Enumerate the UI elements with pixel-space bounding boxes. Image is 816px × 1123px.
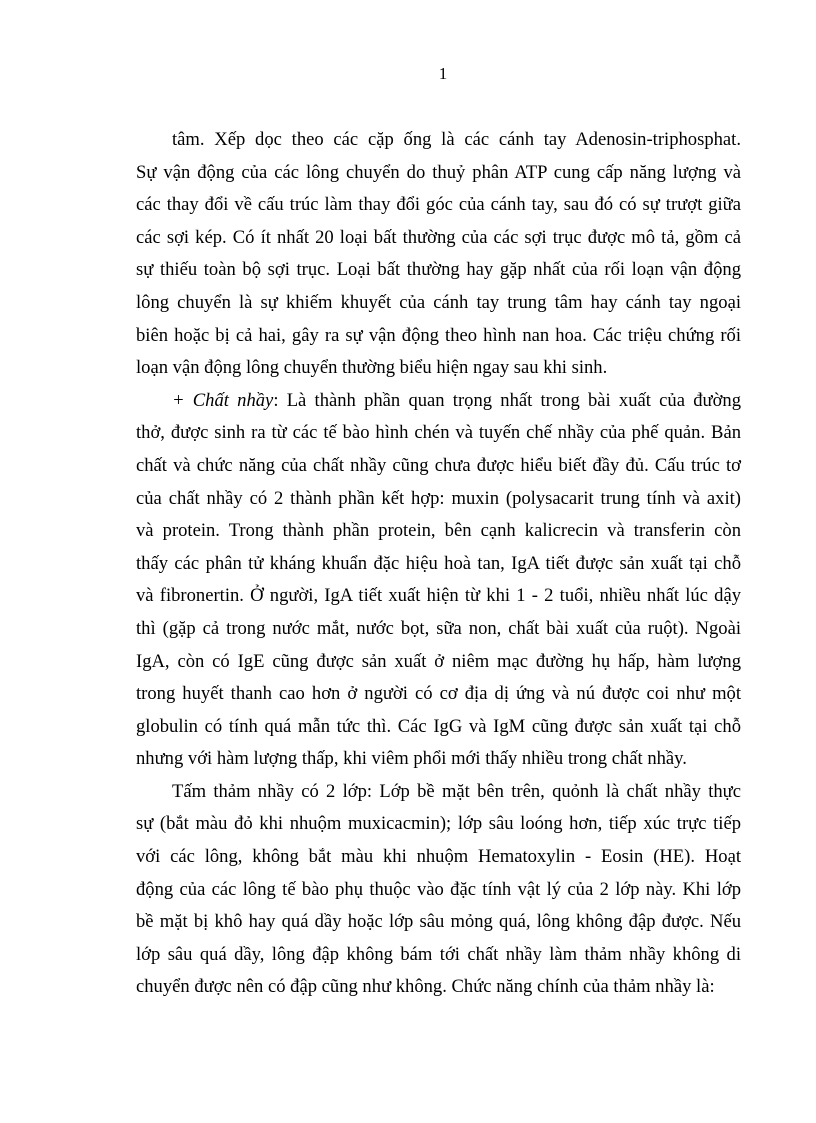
- text-line: và protein. Trong thành phần protein, bên cạnh kalicrecin và transferin còn: [136, 520, 741, 542]
- section-heading-italic: + Chất nhầy: [172, 389, 274, 411]
- paragraph: [136, 385, 741, 776]
- text-line: các thay đổi về cấu trúc làm thay đổi góc của cánh tay, sau đó có sự trượt giữa: [136, 194, 741, 216]
- text-line: trong huyết thanh cao hơn ở người có cơ địa dị ứng và nú được coi như một: [136, 683, 741, 705]
- text-line: sự (bắt màu đỏ khi nhuộm muxicacmin); lớp sâu loóng hơn, tiếp xúc trực tiếp: [136, 813, 741, 835]
- text-line: và fibronertin. Ở người, IgA tiết xuất hiện từ khi 1 - 2 tuổi, nhiều nhất lúc dậy: [136, 585, 741, 607]
- text-line: [136, 385, 741, 418]
- text-line: với các lông, không bắt màu khi nhuộm Hematoxylin - Eosin (HE). Hoạt: [136, 846, 741, 868]
- paragraph: [136, 124, 741, 385]
- paragraph: [136, 776, 741, 1004]
- document-body: [136, 124, 741, 1004]
- text-line: IgA, còn có IgE cũng được sản xuất ở niêm mạc đường hụ hấp, hàm lượng: [136, 650, 741, 672]
- text-line: Sự vận động của các lông chuyển do thuỷ phân ATP cung cấp năng lượng và: [136, 161, 741, 183]
- text-line: chuyển được nên có đập cũng như không. Chức năng chính của thảm nhầy là:: [136, 976, 715, 998]
- text-line: thấy các phân tử kháng khuẩn đặc hiệu hoà tan, IgA tiết được sản xuất tại chỗ: [136, 552, 741, 574]
- text-line: động của các lông tế bào phụ thuộc vào đặc tính vật lý của 2 lớp này. Khi lớp: [136, 878, 741, 900]
- text-line: nhưng với hàm lượng thấp, khi viêm phổi mới thấy nhiều trong chất nhầy.: [136, 748, 687, 770]
- text-line: bề mặt bị khô hay quá dầy hoặc lớp sâu mỏng quá, lông không đập được. Nếu: [136, 911, 741, 933]
- text-line: Tấm thảm nhầy có 2 lớp: Lớp bề mặt bên trên, quỏnh là chất nhầy thực: [172, 780, 741, 802]
- text-line: của chất nhầy có 2 thành phần kết hợp: muxin (polysacarit trung tính và axit): [136, 487, 741, 509]
- text-line: biên hoặc bị cả hai, gây ra sự vận động theo hình nan hoa. Các triệu chứng rối: [136, 324, 741, 346]
- text-line: các sợi kép. Có ít nhất 20 loại bất thường của các sợi trục được mô tả, gồm cả: [136, 226, 741, 248]
- text-line: lông chuyển là sự khiếm khuyết của cánh tay trung tâm hay cánh tay ngoại: [136, 291, 741, 313]
- text-line: globulin có tính quá mẫn tức thì. Các IgG và IgM cũng được sản xuất tại chỗ: [136, 715, 741, 737]
- text-line-rest: : Là thành phần quan trọng nhất trong bài xuất của đường: [273, 389, 741, 411]
- page-number: 1: [438, 64, 448, 83]
- text-line: lớp sâu quá dầy, lông đập không bám tới chất nhầy làm thảm nhầy không di: [136, 943, 741, 965]
- text-line: thì (gặp cả trong nước mắt, nước bọt, sữa non, chất bài xuất của ruột). Ngoài: [136, 617, 741, 639]
- text-line: thở, được sinh ra từ các tế bào hình chén và tuyến chế nhầy của phế quản. Bản: [136, 422, 741, 444]
- text-line: chất và chức năng của chất nhầy cũng chưa được hiểu biết đầy đủ. Cấu trúc tơ: [136, 454, 741, 476]
- text-line: tâm. Xếp dọc theo các cặp ống là các cánh tay Adenosin-triphosphat.: [172, 129, 741, 150]
- text-line: loạn vận động lông chuyển thường biểu hiện ngay sau khi sinh.: [136, 357, 608, 379]
- text-line: sự thiếu toàn bộ sợi trục. Loại bất thường hay gặp nhất của rối loạn vận động: [136, 259, 741, 281]
